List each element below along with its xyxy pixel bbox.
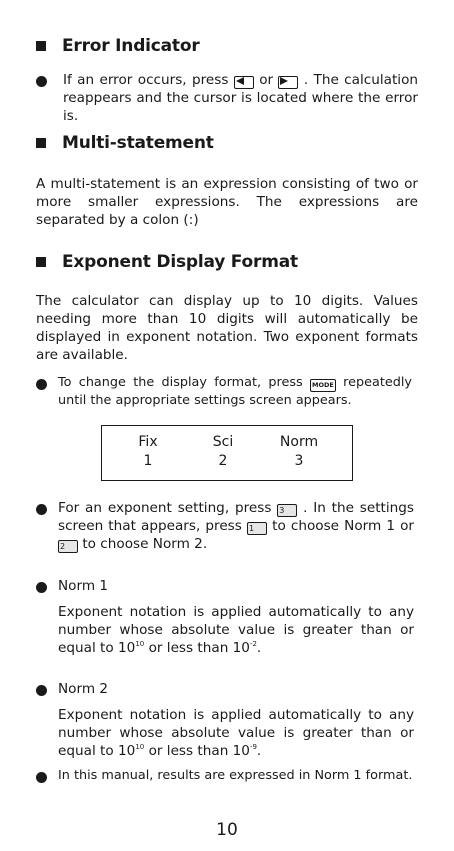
bullet-icon [36,379,47,390]
error-indicator-heading: Error Indicator [36,36,200,56]
key-2-icon: 2 [58,540,78,553]
manual-note-text: In this manual, results are expressed in Norm 1 format. [58,768,413,783]
norm1-text: Exponent notation is applied automatically to any number whose absolute value is greater than or equal to $10^{10}$ or less than $10^{-2}$. [58,604,414,656]
left-arrow-key-icon [234,76,254,89]
square-bullet-icon [36,138,46,148]
key-3-icon: 3 [277,504,297,517]
mode-key-icon: MODE [310,379,336,392]
multi-statement-heading: Multi-statement [36,133,214,153]
exponent-intro-text: The calculator can display up to 10 digits. Values needing more than 10 digits will automatically be displayed in exponent notation. Two exponent formats are available. [36,293,418,363]
bullet-icon [36,772,47,783]
bullet-icon [36,685,47,696]
square-bullet-icon [36,41,46,51]
error-indicator-text: If an error occurs, press or . The calculation reappears and the cursor is located where the error is. [63,72,418,124]
exponent-setting-text: For an exponent setting, press 3 . In the settings screen that appears, press 1 to choose Norm 1 or 2 to choose Norm 2. [58,500,415,552]
mode-number-1: 1 [143,453,153,469]
mode-settings-screen [101,425,353,481]
mode-number-2: 2 [218,453,228,469]
norm2-text: Exponent notation is applied automatically to any number whose absolute value is greater than or equal to $10^{10}$ or less than $10^{-9}$. [58,707,414,759]
mode-label-fix: Fix [138,434,158,450]
page-number: 10 [216,820,238,840]
bullet-icon [36,76,47,87]
exponent-display-heading: Exponent Display Format [36,252,298,272]
key-1-icon: 1 [247,522,267,535]
bullet-icon [36,582,47,593]
mode-label-norm: Norm [279,434,319,450]
mode-number-3: 3 [294,453,304,469]
right-arrow-key-icon [278,76,298,89]
norm1-title: Norm 1 [58,578,109,594]
norm2-title: Norm 2 [58,681,109,697]
bullet-icon [36,504,47,515]
multi-statement-text: A multi-statement is an expression consisting of two or more smaller expressions. The expressions are separated by a colon (:) [36,176,418,228]
change-format-text: To change the display format, press MODE repeatedly until the appropriate settings screen appears. [58,375,413,408]
square-bullet-icon [36,257,46,267]
mode-label-sci: Sci [212,434,234,450]
